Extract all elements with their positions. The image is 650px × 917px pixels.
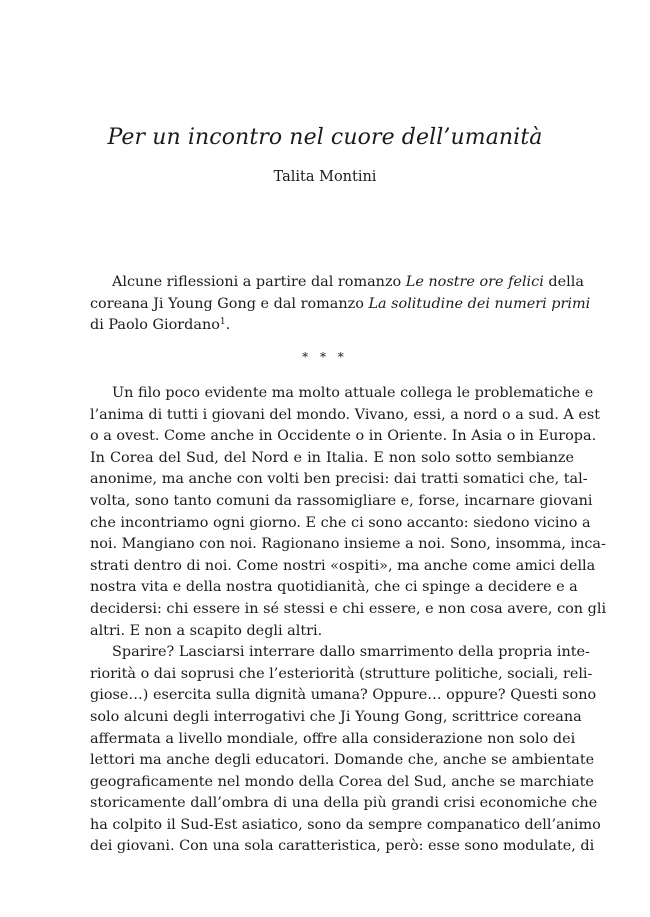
text-line: altri. E non a scapito degli altri. xyxy=(90,622,323,639)
footnote-ref[interactable]: 1 xyxy=(219,317,226,328)
book-title-1: Le nostre ore felici xyxy=(405,274,544,290)
intro-line: coreana Ji Young Gong e dal romanzo La solitudine dei numeri primi xyxy=(90,295,591,312)
text-line: volta, sono tanto comuni da rassomigliare e, forse, incarnare giovani xyxy=(90,492,593,509)
intro-paragraph xyxy=(90,272,591,337)
text-line: storicamente dall’ombra di una della più grandi crisi economiche che xyxy=(90,795,598,812)
author-name: Talita Montini xyxy=(273,169,377,185)
body-text xyxy=(90,383,607,858)
text-line: geograficamente nel mondo della Corea del Sud, anche se marchiate xyxy=(90,773,594,790)
text-line: o a ovest. Come anche in Occidente o in Oriente. In Asia o in Europa. xyxy=(90,428,597,445)
intro-line: di Paolo Giordano$^1$. xyxy=(90,317,231,334)
text-line: lettori ma anche degli educatori. Domande che, anche se ambientate xyxy=(90,752,595,769)
text-line: affermata a livello mondiale, offre alla considerazione non solo dei xyxy=(90,730,576,747)
book-title-2: La solitudine dei numeri primi xyxy=(368,295,591,312)
intro-line: Alcune riflessioni a partire dal romanzo Le nostre ore felici della xyxy=(112,274,584,290)
text-line: Sparire? Lasciarsi interrare dallo smarrimento della propria inte- xyxy=(112,644,590,661)
text-line: giose…) esercita sulla dignità umana? Oppure… oppure? Questi sono xyxy=(90,687,597,704)
article-title: Per un incontro nel cuore dell’umanità xyxy=(107,125,543,150)
text-line: solo alcuni degli interrogativi che Ji Young Gong, scrittrice coreana xyxy=(90,708,582,725)
paragraph-1 xyxy=(90,383,607,642)
text-line: anonime, ma anche con volti ben precisi: dai tratti somatici che, tal- xyxy=(90,471,588,488)
text-line: In Corea del Sud, del Nord e in Italia. E non solo sotto sembianze xyxy=(90,449,574,466)
text-line: strati dentro di noi. Come nostri «ospiti», ma anche come amici della xyxy=(90,557,596,574)
text-line: nostra vita e della nostra quotidianità, che ci spinge a decidere e a xyxy=(90,579,578,596)
text-line: decidersi: chi essere in sé stessi e chi essere, e non cosa avere, con gli xyxy=(90,600,607,617)
text-line: che incontriamo ogni giorno. E che ci sono accanto: siedono vicino a xyxy=(90,514,591,531)
text-line: dei giovani. Con una sola caratteristica, però: esse sono modulate, di xyxy=(90,838,595,855)
text-line: l’anima di tutti i giovani del mondo. Vivano, essi, a nord o a sud. A est xyxy=(90,406,601,423)
text-line: riorità o dai soprusi che l’esteriorità (strutture politiche, sociali, reli- xyxy=(90,665,593,682)
text-line: Un filo poco evidente ma molto attuale collega le problematiche e xyxy=(112,385,594,401)
text-line: ha colpito il Sud-Est asiatico, sono da sempre companatico dell’animo xyxy=(90,816,601,833)
paragraph-2 xyxy=(90,642,601,858)
section-separator: * * * xyxy=(302,350,348,364)
text-line: noi. Mangiano con noi. Ragionano insieme a noi. Sono, insomma, inca- xyxy=(90,536,606,553)
